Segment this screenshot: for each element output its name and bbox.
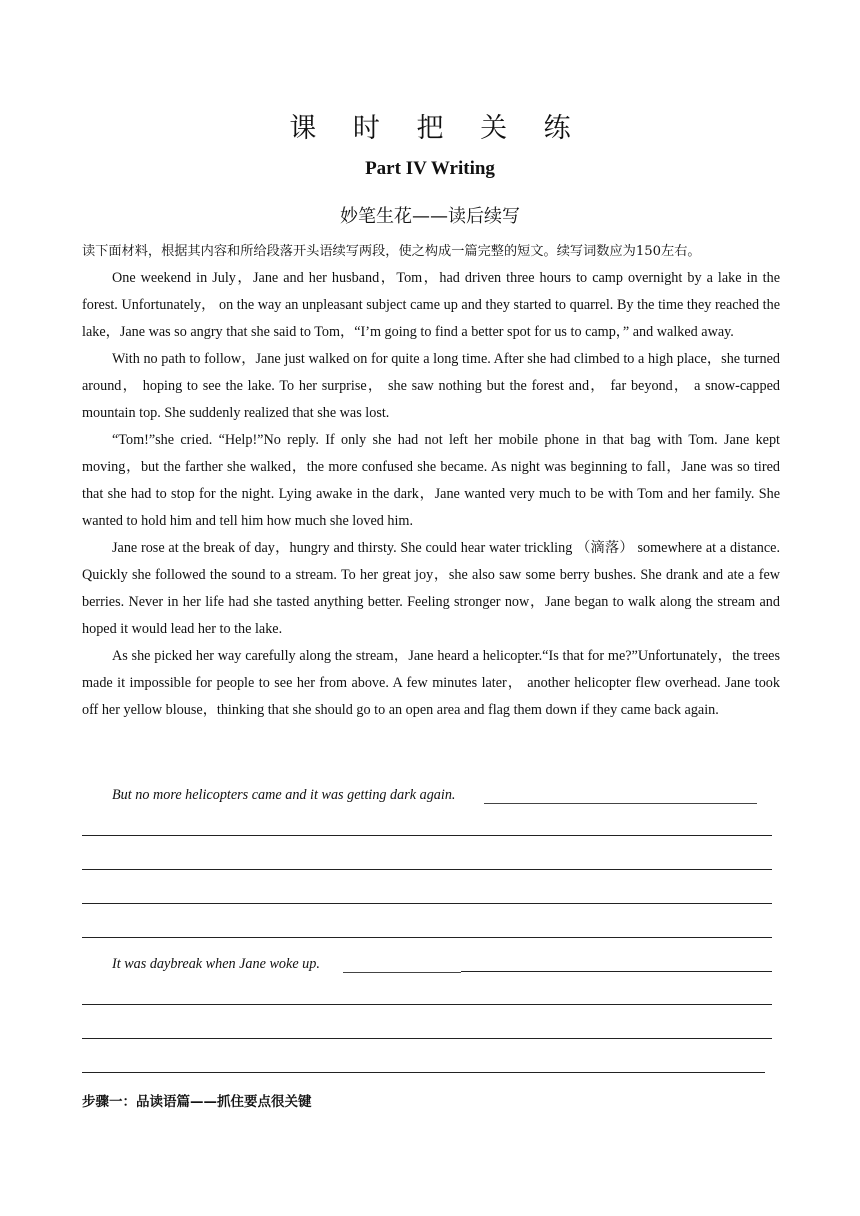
answer-blank[interactable] bbox=[484, 803, 757, 804]
reading-passage bbox=[82, 265, 780, 724]
passage-paragraph: Jane rose at the break of day，hungry and thirsty. She could hear water trickling （滴落） somewhere at a distance. Quickly she followed the sound to a stream. To her great joy，she also saw some berry bushes. She drank and ate a few berries. Never in her life had she tasted anything better. Feeling stronger now，Jane began to walk along the stream and hoped it would lead her to the lake. bbox=[82, 540, 780, 637]
passage-paragraph: “Tom!”she cried. “Help!”No reply. If only she had not left her mobile phone in that bag with Tom. Jane kept moving，but the farther she walked，the more confused she became. As night was beginning to fall，Jane was so tired that she had to stop for the night. Lying awake in the dark，Jane wanted very much to be with Tom and her family. She wanted to hold him and tell him how much she loved him. bbox=[82, 432, 780, 529]
instructions: 读下面材料，根据其内容和所给段落开头语续写两段，使之构成一篇完整的短文。续写词数应为150左右。 bbox=[82, 244, 701, 259]
answer-line[interactable] bbox=[82, 1038, 772, 1039]
passage-paragraph: As she picked her way carefully along the stream，Jane heard a helicopter.“Is that for me?”Unfortunately，the trees made it impossible for people to see her from above. A few minutes later， another helicopter flew overhead. Jane took off her yellow blouse，thinking that she should go to an open area and flag them down if they came back again. bbox=[82, 648, 780, 718]
answer-line[interactable] bbox=[82, 903, 772, 904]
answer-line[interactable] bbox=[82, 1072, 765, 1073]
section-title: Part IV Writing bbox=[365, 158, 495, 179]
lesson-title: 课 时 把 关 练 bbox=[289, 113, 585, 144]
step-heading: 步骤一：品读语篇——抓住要点很关键 bbox=[82, 1094, 312, 1110]
answer-blank[interactable] bbox=[461, 971, 772, 972]
passage-paragraph: With no path to follow，Jane just walked on for quite a long time. After she had climbed to a high place，she turned around， hoping to see the lake. To her surprise， she saw nothing but the forest and， far beyond， a snow-capped mountain top. She suddenly realized that she was lost. bbox=[82, 351, 780, 421]
answer-line[interactable] bbox=[82, 937, 772, 938]
section-subtitle: 妙笔生花——读后续写 bbox=[340, 206, 520, 227]
answer-blank[interactable] bbox=[343, 972, 461, 973]
answer-line[interactable] bbox=[82, 1004, 772, 1005]
continuation-prompt-1: But no more helicopters came and it was getting dark again. bbox=[112, 787, 456, 803]
answer-line[interactable] bbox=[82, 869, 772, 870]
continuation-prompt-2: It was daybreak when Jane woke up. bbox=[112, 956, 320, 972]
passage-paragraph: One weekend in July，Jane and her husband，Tom，had driven three hours to camp overnight by a lake in the forest. Unfortunately， on the way an unpleasant subject came up and they started to quarrel. By the time they reached the lake，Jane was so angry that she said to Tom，“I’m going to find a better spot for us to camp，” and walked away. bbox=[82, 270, 780, 340]
answer-line[interactable] bbox=[82, 835, 772, 836]
